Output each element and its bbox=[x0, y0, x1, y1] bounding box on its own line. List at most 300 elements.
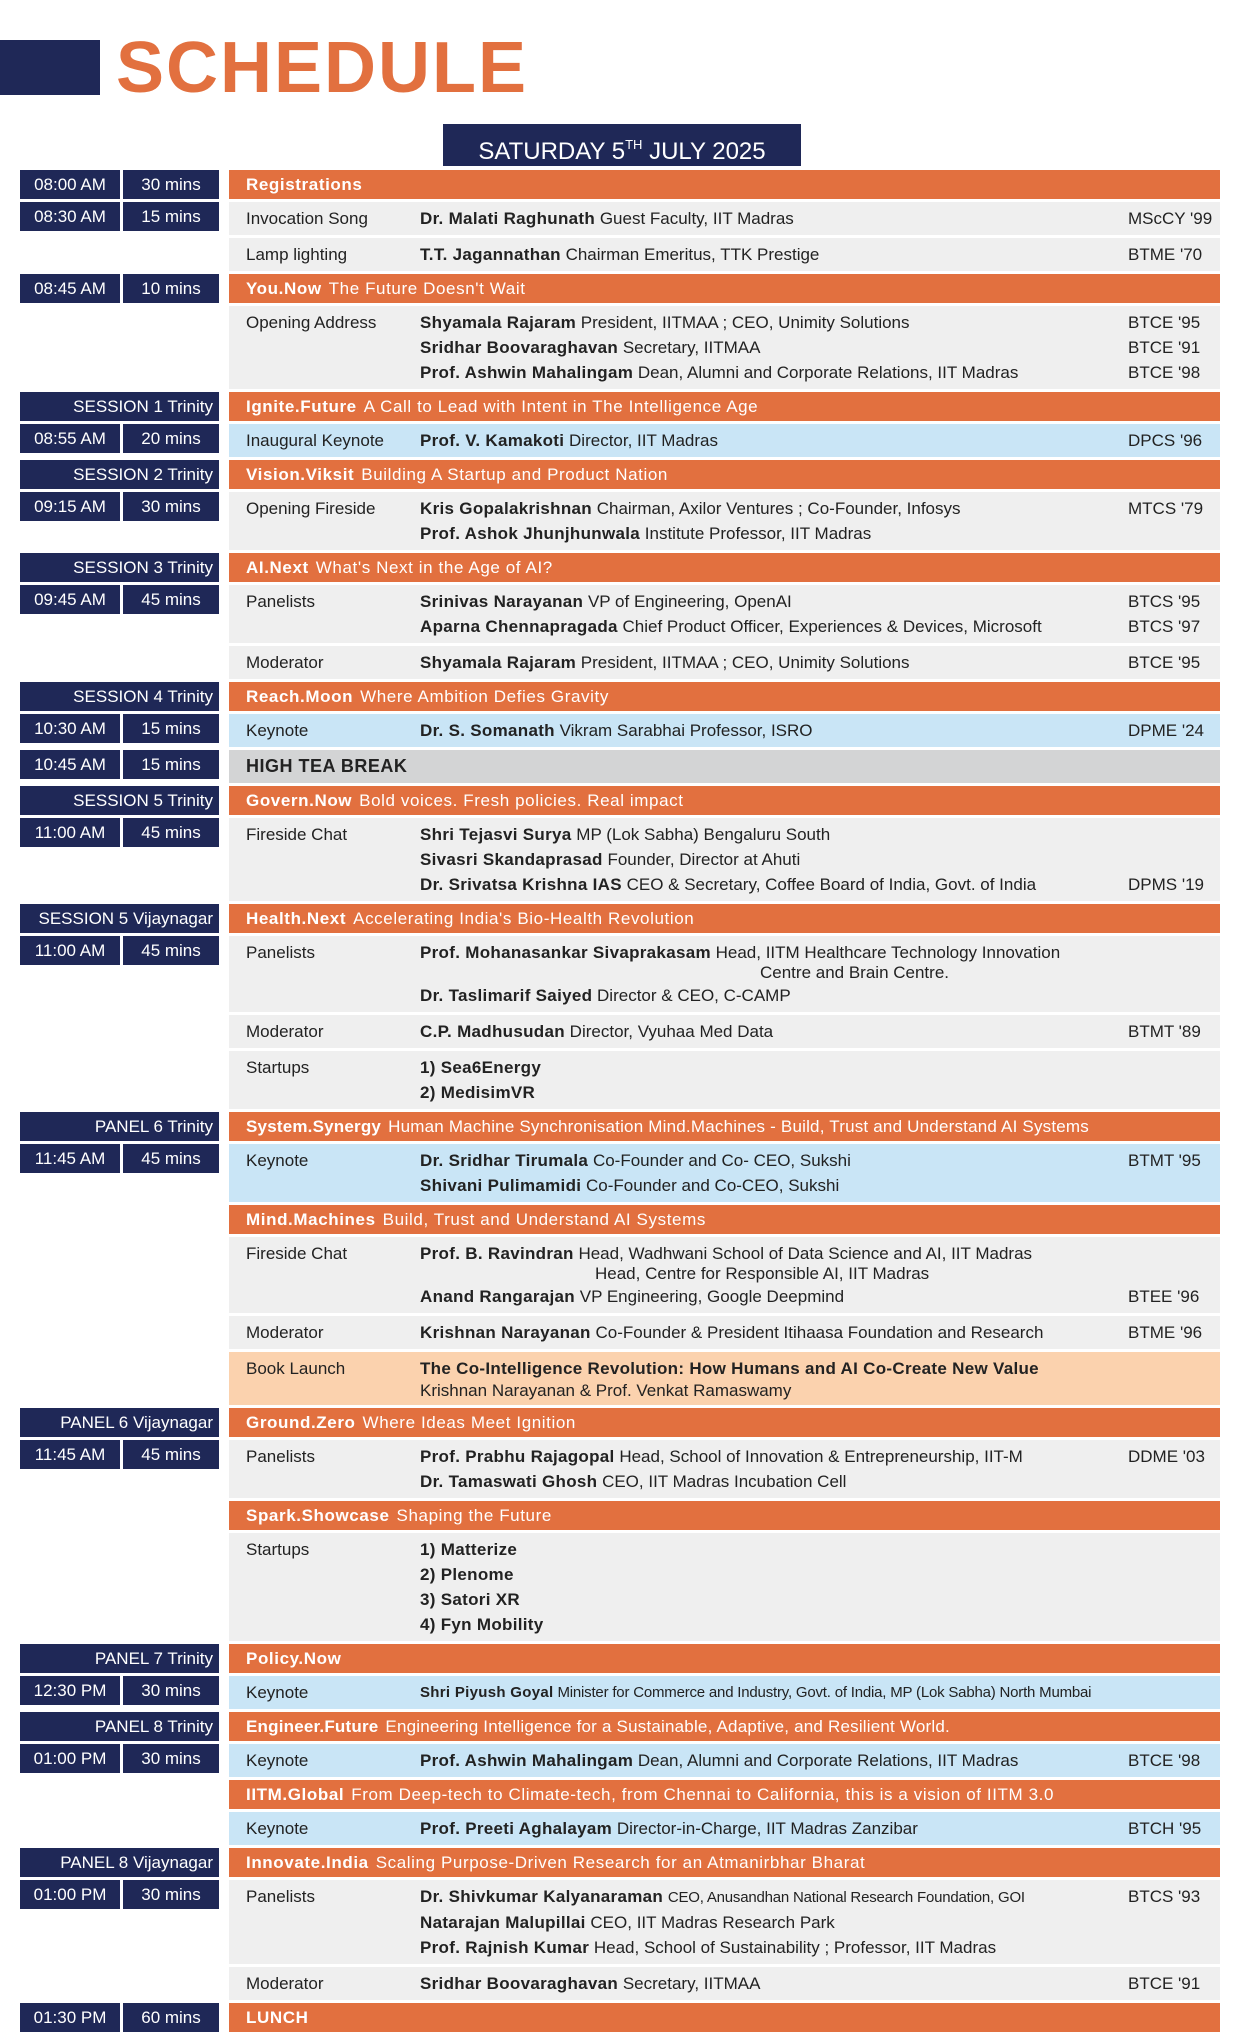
person-row bbox=[420, 1537, 1220, 1562]
person-row bbox=[420, 360, 1220, 385]
session-title: Policy.Now bbox=[246, 1649, 342, 1668]
agenda-entry bbox=[229, 646, 1220, 679]
schedule-row bbox=[20, 1237, 1220, 1313]
person-text bbox=[420, 822, 1128, 847]
detail-column bbox=[229, 750, 1220, 783]
person-text bbox=[420, 1241, 1128, 1266]
entry-label: Lamp lighting bbox=[246, 245, 348, 264]
person-name: Prof. Mohanasankar Sivaprakasam bbox=[420, 943, 711, 962]
date-text: SATURDAY 5 bbox=[478, 138, 626, 165]
person-role: Co-Founder and Co- CEO, Sukshi bbox=[592, 1151, 851, 1170]
duration-cell: 30 mins bbox=[123, 1744, 219, 1773]
session-title: Health.Next bbox=[246, 909, 347, 928]
person-text bbox=[420, 614, 1128, 639]
schedule-row bbox=[20, 750, 1220, 783]
person-row bbox=[420, 822, 1220, 847]
entry-label: Startups bbox=[246, 1058, 310, 1077]
detail-column bbox=[229, 1744, 1220, 1777]
time-column bbox=[20, 682, 219, 711]
person-text bbox=[420, 718, 1128, 743]
person-role: Dean, Alumni and Corporate Relations, IIT Madras bbox=[637, 363, 1019, 382]
schedule-table bbox=[20, 170, 1220, 2035]
time-column bbox=[20, 1812, 219, 1845]
schedule-row bbox=[20, 1015, 1220, 1048]
session-header bbox=[229, 170, 1220, 199]
degree-label: BTCE '91 bbox=[1128, 1974, 1201, 1993]
time-cell: 11:00 AM bbox=[20, 818, 120, 847]
session-header bbox=[229, 1644, 1220, 1673]
agenda-entry bbox=[229, 1812, 1220, 1845]
person-role: Head, Wadhwani School of Data Science and AI, IIT Madras bbox=[578, 1244, 1033, 1263]
person-role-continued: Centre and Brain Centre. bbox=[760, 963, 949, 982]
schedule-row bbox=[20, 553, 1220, 582]
people-list bbox=[420, 650, 1220, 675]
entry-label: Keynote bbox=[246, 1819, 309, 1838]
degree-label bbox=[1128, 940, 1220, 965]
person-role: Institute Professor, IIT Madras bbox=[644, 524, 872, 543]
person-row bbox=[420, 1748, 1220, 1773]
detail-column bbox=[229, 1848, 1220, 1877]
time-cell: 10:45 AM bbox=[20, 750, 120, 779]
degree-label: BTMT '95 bbox=[1128, 1151, 1201, 1170]
person-text bbox=[420, 1284, 1128, 1309]
agenda-entry bbox=[229, 1015, 1220, 1048]
person-role: Co-Founder and Co-CEO, Sukshi bbox=[586, 1176, 840, 1195]
person-row bbox=[420, 206, 1220, 231]
duration-cell: 45 mins bbox=[123, 585, 219, 614]
person-role: Founder, Director at Ahuti bbox=[607, 850, 801, 869]
person-name: 4) Fyn Mobility bbox=[420, 1615, 544, 1634]
session-header bbox=[229, 1112, 1220, 1141]
schedule-row bbox=[20, 170, 1220, 199]
person-row bbox=[420, 1320, 1220, 1345]
session-title: IITM.Global bbox=[246, 1785, 345, 1804]
agenda-entry bbox=[229, 238, 1220, 271]
degree-label: BTCS '93 bbox=[1128, 1887, 1201, 1906]
person-name: C.P. Madhusudan bbox=[420, 1022, 565, 1041]
agenda-entry bbox=[229, 202, 1220, 235]
person-row bbox=[420, 983, 1220, 1008]
time-column bbox=[20, 1352, 219, 1405]
time-cell: 09:45 AM bbox=[20, 585, 120, 614]
detail-column bbox=[229, 1644, 1220, 1673]
detail-column bbox=[229, 1112, 1220, 1141]
person-row bbox=[420, 718, 1220, 743]
person-text bbox=[420, 1884, 1128, 1910]
person-text bbox=[420, 1080, 1128, 1105]
person-text bbox=[420, 940, 1128, 965]
time-column bbox=[20, 274, 219, 303]
people-list bbox=[420, 1680, 1220, 1705]
agenda-entry bbox=[229, 1744, 1220, 1777]
degree-label: BTCS '95 bbox=[1128, 592, 1201, 611]
person-role: Guest Faculty, IIT Madras bbox=[599, 209, 794, 228]
degree-label bbox=[1128, 1469, 1220, 1494]
session-subtitle: Accelerating India's Bio-Health Revolution bbox=[353, 909, 695, 928]
person-role: Director, IIT Madras bbox=[569, 431, 718, 450]
person-name: Dr. Sridhar Tirumala bbox=[420, 1151, 589, 1170]
book-title-line bbox=[420, 1356, 1220, 1381]
schedule-row bbox=[20, 1533, 1220, 1641]
people-list bbox=[420, 718, 1220, 743]
schedule-row bbox=[20, 936, 1220, 1012]
date-rest: JULY 2025 bbox=[642, 138, 766, 165]
person-role: President, IITMAA ; CEO, Unimity Solutions bbox=[580, 653, 910, 672]
person-name: Dr. S. Somanath bbox=[420, 721, 555, 740]
duration-cell: 45 mins bbox=[123, 1144, 219, 1173]
person-text bbox=[420, 1019, 1128, 1044]
session-header bbox=[229, 1712, 1220, 1741]
person-text bbox=[420, 1320, 1128, 1345]
duration-cell: 30 mins bbox=[123, 1676, 219, 1705]
person-role: Director, Vyuhaa Med Data bbox=[569, 1022, 774, 1041]
detail-column bbox=[229, 1316, 1220, 1349]
entry-label: Inaugural Keynote bbox=[246, 431, 384, 450]
detail-column bbox=[229, 904, 1220, 933]
time-column bbox=[20, 1408, 219, 1437]
time-column bbox=[20, 1015, 219, 1048]
person-role-continued: Head, Centre for Responsible AI, IIT Madras bbox=[595, 1264, 930, 1283]
person-text bbox=[420, 650, 1128, 675]
person-name: Prof. Ashwin Mahalingam bbox=[420, 1751, 634, 1770]
person-role: CEO, IIT Madras Incubation Cell bbox=[602, 1472, 847, 1491]
degree-label bbox=[1128, 847, 1220, 872]
person-text bbox=[420, 206, 1128, 231]
session-label: SESSION 2 Trinity bbox=[20, 460, 219, 489]
session-label: PANEL 6 Vijaynagar bbox=[20, 1408, 219, 1437]
degree-label: BTCE '98 bbox=[1128, 1751, 1201, 1770]
session-subtitle: A Call to Lead with Intent in The Intelligence Age bbox=[363, 397, 759, 416]
person-text bbox=[420, 1612, 1128, 1637]
person-row bbox=[420, 872, 1220, 897]
session-header bbox=[229, 682, 1220, 711]
time-cell: 01:00 PM bbox=[20, 1744, 120, 1773]
person-row bbox=[420, 335, 1220, 360]
session-subtitle: Shaping the Future bbox=[396, 1506, 552, 1525]
agenda-entry bbox=[229, 1051, 1220, 1109]
agenda-entry bbox=[229, 1676, 1220, 1709]
time-column bbox=[20, 904, 219, 933]
session-subtitle: Build, Trust and Understand AI Systems bbox=[382, 1210, 706, 1229]
schedule-row bbox=[20, 1501, 1220, 1530]
session-title: Engineer.Future bbox=[246, 1717, 379, 1736]
degree-label bbox=[1128, 1241, 1220, 1266]
time-cell: 11:00 AM bbox=[20, 936, 120, 965]
duration-cell: 15 mins bbox=[123, 714, 219, 743]
schedule-row bbox=[20, 1744, 1220, 1777]
schedule-row bbox=[20, 1408, 1220, 1437]
schedule-row bbox=[20, 904, 1220, 933]
time-column bbox=[20, 238, 219, 271]
time-column bbox=[20, 2003, 219, 2032]
people-list bbox=[420, 1537, 1220, 1637]
people-list bbox=[420, 940, 1220, 1008]
entry-label: Keynote bbox=[246, 1751, 309, 1770]
schedule-row bbox=[20, 1352, 1220, 1405]
agenda-entry bbox=[229, 936, 1220, 1012]
time-column bbox=[20, 1112, 219, 1141]
duration-cell: 45 mins bbox=[123, 818, 219, 847]
people-list bbox=[420, 822, 1220, 897]
time-cell: 01:30 PM bbox=[20, 2003, 120, 2032]
person-name: Shri Piyush Goyal bbox=[420, 1684, 554, 1701]
session-subtitle: Where Ideas Meet Ignition bbox=[362, 1413, 576, 1432]
detail-column bbox=[229, 1712, 1220, 1741]
schedule-row bbox=[20, 2003, 1220, 2032]
person-text bbox=[420, 521, 1128, 546]
entry-label: Book Launch bbox=[246, 1359, 346, 1378]
person-role: Director-in-Charge, IIT Madras Zanzibar bbox=[616, 1819, 918, 1838]
schedule-row bbox=[20, 1880, 1220, 1964]
person-role: Secretary, IITMAA bbox=[622, 1974, 761, 1993]
agenda-entry bbox=[229, 714, 1220, 747]
person-name: Sridhar Boovaraghavan bbox=[420, 338, 619, 357]
duration-cell: 15 mins bbox=[123, 202, 219, 231]
time-cell: 10:30 AM bbox=[20, 714, 120, 743]
person-text bbox=[420, 1148, 1128, 1173]
time-column bbox=[20, 1880, 219, 1964]
time-cell: 11:45 AM bbox=[20, 1440, 120, 1469]
time-column bbox=[20, 1644, 219, 1673]
session-label: SESSION 5 Vijaynagar bbox=[20, 904, 219, 933]
agenda-entry bbox=[229, 306, 1220, 389]
session-subtitle: From Deep-tech to Climate-tech, from Chennai to California, this is a vision of IITM 3.0 bbox=[351, 1785, 1055, 1804]
agenda-entry bbox=[229, 492, 1220, 550]
schedule-row bbox=[20, 1712, 1220, 1741]
detail-column bbox=[229, 274, 1220, 303]
entry-label: Keynote bbox=[246, 1683, 309, 1702]
time-column bbox=[20, 1967, 219, 2000]
person-name: Natarajan Malupillai bbox=[420, 1913, 586, 1932]
time-column bbox=[20, 1780, 219, 1809]
session-title: Innovate.India bbox=[246, 1853, 369, 1872]
entry-label: Panelists bbox=[246, 943, 315, 962]
person-text bbox=[420, 1562, 1128, 1587]
time-cell: 11:45 AM bbox=[20, 1144, 120, 1173]
person-text bbox=[420, 1469, 1128, 1494]
detail-column bbox=[229, 170, 1220, 199]
time-column bbox=[20, 424, 219, 457]
schedule-row bbox=[20, 1051, 1220, 1109]
session-header bbox=[229, 786, 1220, 815]
person-name: Krishnan Narayanan bbox=[420, 1323, 591, 1342]
people-list bbox=[420, 1241, 1220, 1309]
person-text bbox=[420, 335, 1128, 360]
agenda-entry bbox=[229, 1316, 1220, 1349]
person-row bbox=[420, 1284, 1220, 1309]
person-row bbox=[420, 1971, 1220, 1996]
schedule-row bbox=[20, 1644, 1220, 1673]
schedule-row bbox=[20, 306, 1220, 389]
agenda-entry bbox=[229, 1533, 1220, 1641]
session-title: AI.Next bbox=[246, 558, 309, 577]
people-list bbox=[420, 242, 1220, 267]
schedule-row bbox=[20, 274, 1220, 303]
person-text bbox=[420, 1173, 1128, 1198]
time-column bbox=[20, 1316, 219, 1349]
degree-label bbox=[1128, 1587, 1220, 1612]
time-column bbox=[20, 1144, 219, 1202]
schedule-row bbox=[20, 1205, 1220, 1234]
session-header bbox=[229, 274, 1220, 303]
person-text bbox=[420, 847, 1128, 872]
person-text bbox=[420, 1055, 1128, 1080]
entry-label: Panelists bbox=[246, 1447, 315, 1466]
person-role: Director & CEO, C-CAMP bbox=[597, 986, 791, 1005]
session-label: SESSION 5 Trinity bbox=[20, 786, 219, 815]
people-list bbox=[420, 1320, 1220, 1345]
person-role: VP of Engineering, OpenAI bbox=[587, 592, 792, 611]
entry-label: Moderator bbox=[246, 1323, 324, 1342]
people-list bbox=[420, 310, 1220, 385]
session-title: Spark.Showcase bbox=[246, 1506, 390, 1525]
person-role: CEO, IIT Madras Research Park bbox=[590, 1913, 835, 1932]
session-subtitle: Scaling Purpose-Driven Research for an Atmanirbhar Bharat bbox=[375, 1853, 866, 1872]
time-column bbox=[20, 786, 219, 815]
person-name: Shri Tejasvi Surya bbox=[420, 825, 572, 844]
person-text bbox=[420, 1910, 1128, 1935]
break-row: HIGH TEA BREAK bbox=[229, 750, 1220, 783]
person-text bbox=[420, 1971, 1128, 1996]
person-row bbox=[420, 1562, 1220, 1587]
duration-cell: 45 mins bbox=[123, 1440, 219, 1469]
schedule-row bbox=[20, 392, 1220, 421]
degree-label bbox=[1128, 822, 1220, 847]
time-column bbox=[20, 1051, 219, 1109]
person-text bbox=[420, 360, 1128, 385]
agenda-entry bbox=[229, 1880, 1220, 1964]
person-row bbox=[420, 847, 1220, 872]
degree-label bbox=[1128, 521, 1220, 546]
person-row bbox=[420, 589, 1220, 614]
person-text bbox=[420, 983, 1128, 1008]
detail-column bbox=[229, 1144, 1220, 1202]
person-row bbox=[420, 614, 1220, 639]
person-name: Kris Gopalakrishnan bbox=[420, 499, 592, 518]
person-name: Srinivas Narayanan bbox=[420, 592, 584, 611]
person-name: 1) Sea6Energy bbox=[420, 1058, 542, 1077]
detail-column bbox=[229, 2003, 1220, 2032]
time-column bbox=[20, 585, 219, 643]
person-name: Prof. V. Kamakoti bbox=[420, 431, 565, 450]
degree-label bbox=[1128, 1080, 1220, 1105]
detail-column bbox=[229, 1408, 1220, 1437]
degree-label: MTCS '79 bbox=[1128, 499, 1204, 518]
person-role: Secretary, IITMAA bbox=[622, 338, 761, 357]
session-title: Vision.Viksit bbox=[246, 465, 355, 484]
degree-label: BTME '70 bbox=[1128, 245, 1203, 264]
detail-column bbox=[229, 238, 1220, 271]
person-row bbox=[420, 940, 1220, 965]
people-list bbox=[420, 1816, 1220, 1841]
time-cell: 08:00 AM bbox=[20, 170, 120, 199]
agenda-entry bbox=[229, 1352, 1220, 1405]
session-subtitle: The Future Doesn't Wait bbox=[328, 279, 526, 298]
people-list bbox=[420, 1748, 1220, 1773]
person-row bbox=[420, 1910, 1220, 1935]
agenda-entry bbox=[229, 585, 1220, 643]
person-text bbox=[420, 872, 1128, 897]
person-text bbox=[420, 310, 1128, 335]
time-column bbox=[20, 646, 219, 679]
entry-label: Opening Fireside bbox=[246, 499, 376, 518]
people-list bbox=[420, 589, 1220, 639]
detail-column bbox=[229, 1812, 1220, 1845]
session-title: Govern.Now bbox=[246, 791, 353, 810]
person-row bbox=[420, 1816, 1220, 1841]
detail-column bbox=[229, 1533, 1220, 1641]
session-title: Ground.Zero bbox=[246, 1413, 356, 1432]
session-title: Reach.Moon bbox=[246, 687, 354, 706]
agenda-entry bbox=[229, 1237, 1220, 1313]
duration-cell: 30 mins bbox=[123, 492, 219, 521]
time-column bbox=[20, 1848, 219, 1877]
person-row bbox=[420, 310, 1220, 335]
entry-label: Keynote bbox=[246, 1151, 309, 1170]
detail-column bbox=[229, 492, 1220, 550]
degree-label: BTCE '95 bbox=[1128, 653, 1201, 672]
schedule-row bbox=[20, 1440, 1220, 1498]
session-header bbox=[229, 1848, 1220, 1877]
duration-cell: 20 mins bbox=[123, 424, 219, 453]
detail-column bbox=[229, 1501, 1220, 1530]
people-list bbox=[420, 1055, 1220, 1105]
person-name: Prof. Preeti Aghalayam bbox=[420, 1819, 613, 1838]
time-cell: 08:30 AM bbox=[20, 202, 120, 231]
person-name: Prof. Rajnish Kumar bbox=[420, 1938, 590, 1957]
session-title: You.Now bbox=[246, 279, 322, 298]
duration-cell: 30 mins bbox=[123, 170, 219, 199]
detail-column bbox=[229, 460, 1220, 489]
degree-label bbox=[1128, 1562, 1220, 1587]
session-label: PANEL 8 Trinity bbox=[20, 1712, 219, 1741]
entry-label: Fireside Chat bbox=[246, 1244, 348, 1263]
schedule-row bbox=[20, 202, 1220, 235]
book-authors: Krishnan Narayanan & Prof. Venkat Ramaswamy bbox=[420, 1381, 792, 1400]
session-header bbox=[229, 1408, 1220, 1437]
degree-label: BTCH '95 bbox=[1128, 1819, 1202, 1838]
time-column bbox=[20, 202, 219, 235]
person-role: CEO & Secretary, Coffee Board of India, Govt. of India bbox=[626, 875, 1037, 894]
detail-column bbox=[229, 714, 1220, 747]
person-name: Anand Rangarajan bbox=[420, 1287, 575, 1306]
session-title: Mind.Machines bbox=[246, 1210, 376, 1229]
person-row bbox=[420, 1173, 1220, 1198]
person-name: Prof. Prabhu Rajagopal bbox=[420, 1447, 615, 1466]
person-role: Head, School of Innovation & Entrepreneurship, IIT-M bbox=[619, 1447, 1023, 1466]
person-name: 3) Satori XR bbox=[420, 1590, 520, 1609]
person-row bbox=[420, 1612, 1220, 1637]
session-label: PANEL 7 Trinity bbox=[20, 1644, 219, 1673]
person-name: Prof. Ashwin Mahalingam bbox=[420, 363, 634, 382]
person-row bbox=[420, 1884, 1220, 1910]
book-title-text: The Co-Intelligence Revolution: How Humans and AI Co-Create New Value bbox=[420, 1359, 1039, 1378]
person-role: President, IITMAA ; CEO, Unimity Solutions bbox=[580, 313, 910, 332]
session-label: SESSION 4 Trinity bbox=[20, 682, 219, 711]
session-label: SESSION 1 Trinity bbox=[20, 392, 219, 421]
person-text bbox=[420, 1935, 1128, 1960]
schedule-row bbox=[20, 1812, 1220, 1845]
degree-label bbox=[1128, 1680, 1220, 1705]
entry-label: Invocation Song bbox=[246, 209, 368, 228]
entry-label: Keynote bbox=[246, 721, 309, 740]
person-name: Dr. Taslimarif Saiyed bbox=[420, 986, 593, 1005]
schedule-row bbox=[20, 460, 1220, 489]
person-name: Shyamala Rajaram bbox=[420, 653, 576, 672]
detail-column bbox=[229, 1352, 1220, 1405]
detail-column bbox=[229, 1780, 1220, 1809]
schedule-row bbox=[20, 1316, 1220, 1349]
